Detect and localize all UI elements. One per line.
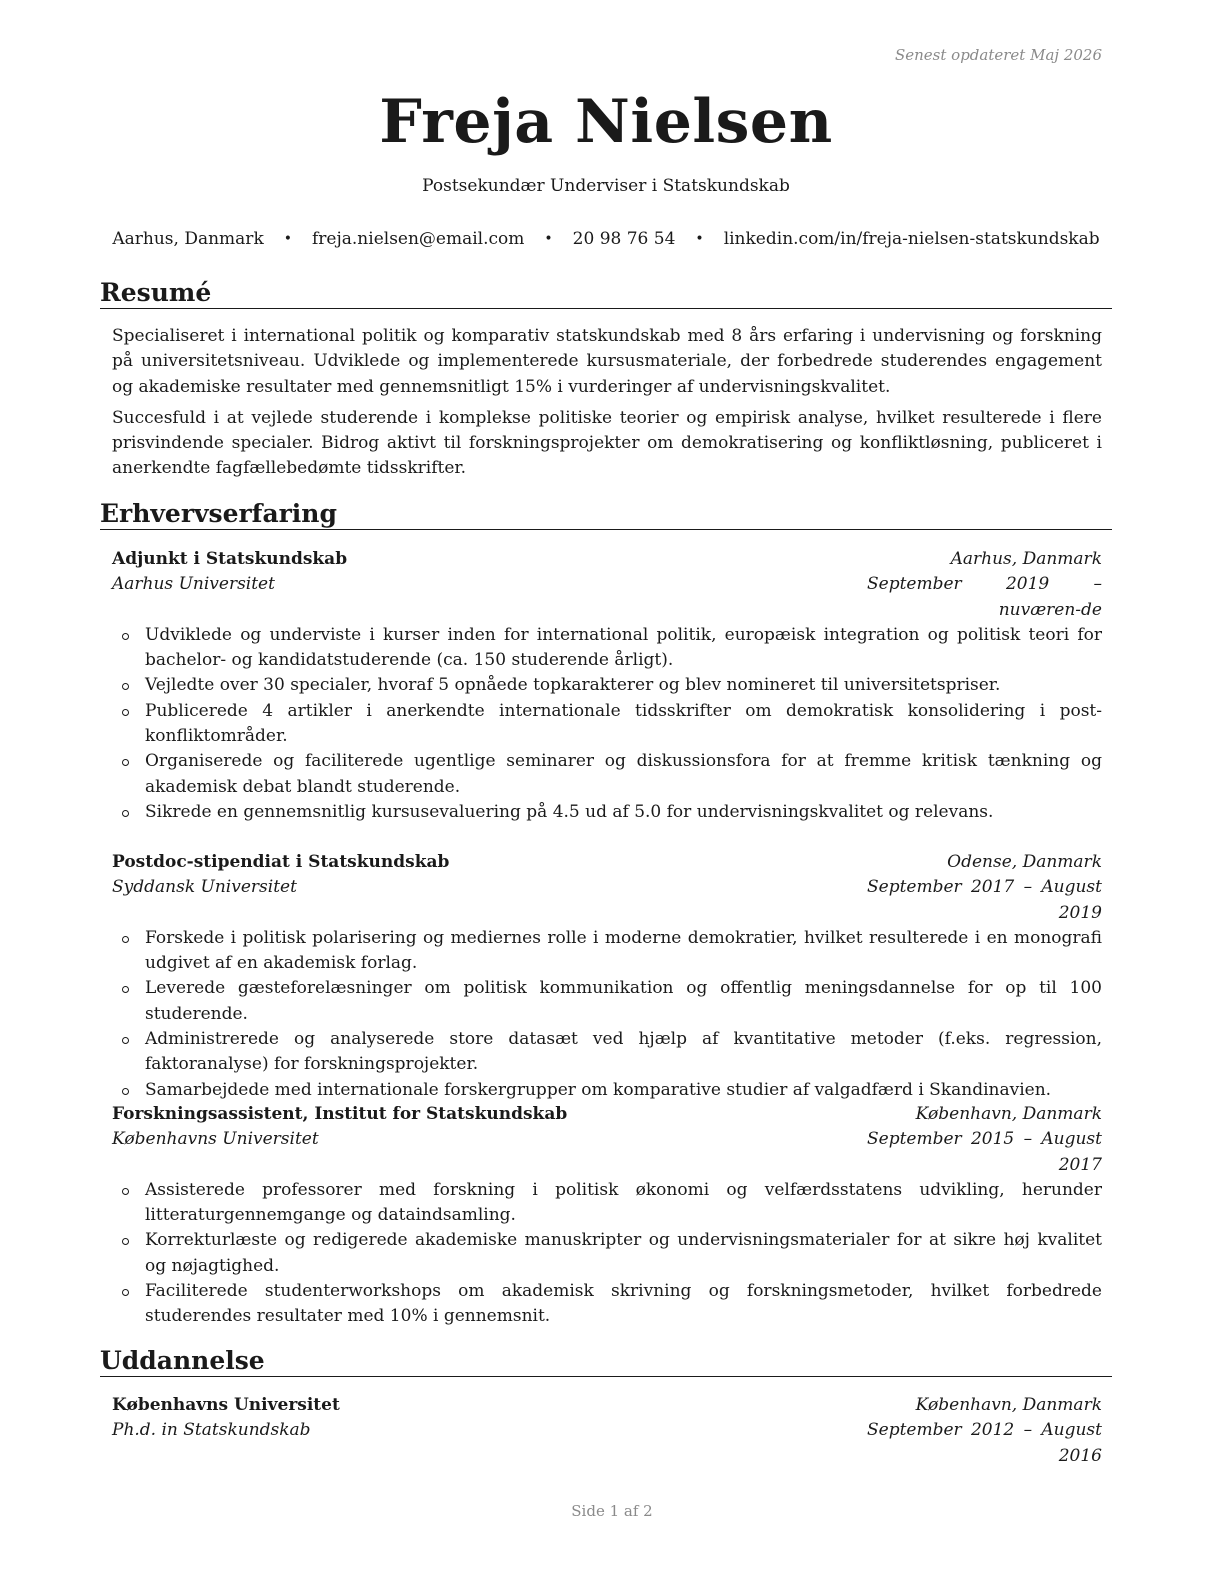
contact-location: Aarhus, Danmark: [112, 229, 264, 249]
education-entry: [112, 1393, 1102, 1469]
entry-organization: Aarhus Universitet: [112, 574, 275, 595]
entry-title: Københavns Universitet: [112, 1395, 340, 1415]
list-item: Sikrede en gennemsnitlig kursusevaluering på 4.5 ud af 5.0 for undervisningskvalitet og relevans.: [112, 800, 1102, 825]
summary-paragraph: Specialiseret i international politik og komparativ statskundskab med 8 års erfaring i undervisning og forskning på universitetsniveau. Udviklede og implementerede kursusmateriale, der forbedrede studerendes engagement og akademiske resultater med gennemsnitligt 15% i vurderinger af undervisningskvalitet.: [112, 326, 1102, 397]
entry-date: September 2019 – nuværen-de: [867, 574, 1102, 620]
separator-dot: •: [544, 231, 553, 247]
entry-location: Odense, Danmark: [947, 852, 1102, 872]
person-name: Freja Nielsen: [379, 87, 833, 157]
summary-paragraph: Succesfuld i at vejlede studerende i komplekse politiske teorier og empirisk analyse, hvilket resulterede i flere prisvindende specialer. Bidrog aktivt til forskningsprojekter om demokratisering og konfliktløsning, publiceret i anerkendte fagfællebedømte tidsskrifter.: [112, 407, 1102, 479]
job-title: Postsekundær Underviser i Statskundskab: [422, 176, 790, 196]
experience-entry: [112, 547, 1102, 825]
list-item: Publicerede 4 artikler i anerkendte internationale tidsskrifter om demokratisk konsolidering i post-konfliktområder.: [112, 699, 1102, 750]
contact-phone: 20 98 76 54: [572, 229, 676, 249]
entry-title: Forskningsassistent, Institut for Statskundskab: [112, 1104, 568, 1124]
contact-line: [100, 229, 1112, 249]
section-title-education: Uddannelse: [100, 1346, 1112, 1377]
entry-date: September 2017 – August 2019: [867, 877, 1102, 923]
entry-location: København, Danmark: [915, 1395, 1102, 1415]
education-section: [100, 1346, 1112, 1377]
list-item: Forskede i politisk polarisering og mediernes rolle i moderne demokratier, hvilket resulterede i en monografi udgivet af en akademisk forlag.: [112, 926, 1102, 977]
entry-location: København, Danmark: [915, 1104, 1102, 1124]
contact-email[interactable]: freja.nielsen@email.com: [312, 229, 525, 249]
entry-organization: Københavns Universitet: [112, 1129, 319, 1150]
section-title-experience: Erhvervserfaring: [100, 499, 1112, 530]
separator-dot: •: [283, 231, 293, 247]
contact-linkedin[interactable]: linkedin.com/in/freja-nielsen-statskundskab: [723, 229, 1100, 249]
summary-section: [100, 278, 1112, 482]
list-item: Udviklede og underviste i kurser inden for international politik, europæisk integration og politisk teori for bachelor- og kandidatstuderende (ca. 150 studerende årligt).: [112, 623, 1102, 674]
entry-location: Aarhus, Danmark: [950, 549, 1102, 569]
entry-bullets: [112, 926, 1102, 1103]
last-updated: Senest opdateret Maj 2026: [894, 46, 1102, 64]
entry-organization: Syddansk Universitet: [112, 877, 297, 898]
resume-page: [100, 0, 1112, 1584]
list-item: Leverede gæsteforelæsninger om politisk kommunikation og offentlig meningsdannelse for op til 100 studerende.: [112, 976, 1102, 1027]
section-title-summary: Resumé: [100, 278, 1112, 309]
entry-bullets: [112, 623, 1102, 825]
entry-title: Postdoc-stipendiat i Statskundskab: [112, 852, 450, 872]
list-item: Vejledte over 30 specialer, hvoraf 5 opnåede topkarakterer og blev nomineret til universitetspriser.: [112, 673, 1102, 698]
separator-dot: •: [695, 231, 704, 247]
entry-degree: Ph.d. in Statskundskab: [112, 1420, 311, 1441]
list-item: Assisterede professorer med forskning i politisk økonomi og velfærdsstatens udvikling, herunder litteraturgennemgange og dataindsamling.: [112, 1178, 1102, 1229]
list-item: Samarbejdede med internationale forskergrupper om komparative studier af valgadfærd i Skandinavien.: [112, 1078, 1102, 1103]
list-item: Korrekturlæste og redigerede akademiske manuskripter og undervisningsmaterialer for at sikre høj kvalitet og nøjagtighed.: [112, 1228, 1102, 1279]
entry-title: Adjunkt i Statskundskab: [112, 549, 348, 569]
entry-date: September 2012 – August 2016: [867, 1420, 1102, 1466]
list-item: Faciliterede studenterworkshops om akademisk skrivning og forskningsmetoder, hvilket forbedrede studerendes resultater med 10% i gennemsnit.: [112, 1279, 1102, 1330]
list-item: Organiserede og faciliterede ugentlige seminarer og diskussionsfora for at fremme kritisk tænkning og akademisk debat blandt studerende.: [112, 749, 1102, 800]
list-item: Administrerede og analyserede store datasæt ved hjælp af kvantitative metoder (f.eks. regression, faktoranalyse) for forskningsprojekter.: [112, 1027, 1102, 1078]
experience-entry: [112, 1102, 1102, 1330]
entry-date: September 2015 – August 2017: [867, 1129, 1102, 1175]
page-number: Side 1 af 2: [571, 1502, 653, 1520]
experience-section: [100, 499, 1112, 530]
entry-bullets: [112, 1178, 1102, 1330]
experience-entry: [112, 850, 1102, 1103]
